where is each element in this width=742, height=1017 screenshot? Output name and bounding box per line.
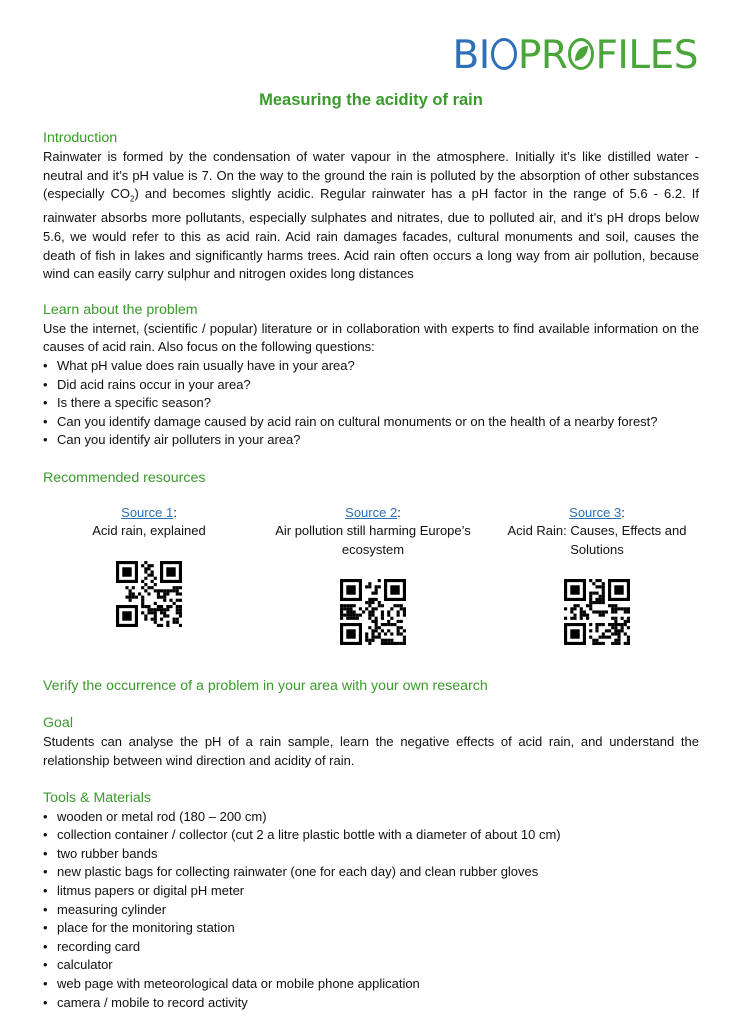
- logo-text-files: FILES: [595, 33, 698, 78]
- source-1-description: Acid rain, explained: [92, 523, 206, 539]
- learn-paragraph: Use the internet, (scientific / popular) literature or in collaboration with experts to find available information on the causes of acid rain. Also focus on the following questions:: [43, 320, 699, 355]
- list-item: • Can you identify damage caused by acid rain on cultural monuments or on the health of a nearby forest?: [57, 413, 699, 432]
- list-item: • wooden or metal rod (180 – 200 cm): [57, 808, 699, 827]
- list-item: • What pH value does rain usually have in your area?: [57, 357, 699, 376]
- intro-text-a: Rainwater is formed by the condensation of water vapour in the atmosphere. Initially it’s like distilled water - neutral and it’s pH value is 7. On the way to the ground the rain is polluted by the absorption of other substances (especially CO: [43, 149, 699, 202]
- learn-question-list: [43, 357, 699, 450]
- list-item: • recording card: [57, 938, 699, 957]
- source-3-link[interactable]: Source 3: [569, 504, 622, 520]
- list-item: • Can you identify air polluters in your area?: [57, 431, 699, 450]
- learn-heading: Learn about the problem: [43, 301, 198, 318]
- list-item: • Did acid rains occur in your area?: [57, 376, 699, 395]
- qr-code-icon[interactable]: [340, 579, 406, 645]
- qr-code-icon[interactable]: [564, 579, 630, 645]
- logo-o-circle-icon: [490, 37, 518, 71]
- list-item: • web page with meteorological data or mobile phone application: [57, 975, 699, 994]
- resources-row: [43, 504, 699, 646]
- resources-heading: Recommended resources: [43, 469, 206, 486]
- list-item: • place for the monitoring station: [57, 919, 699, 938]
- co2-subscript: 2: [130, 194, 135, 204]
- logo-text-bi: BI: [452, 33, 490, 78]
- list-item: • measuring cylinder: [57, 901, 699, 920]
- source-3-description: Acid Rain: Causes, Effects and Solutions: [507, 523, 687, 557]
- source-2-description: Air pollution still harming Europe’s ecosystem: [275, 523, 471, 557]
- tools-list: [43, 808, 699, 1013]
- list-item: • litmus papers or digital pH meter: [57, 882, 699, 901]
- intro-paragraph: [43, 148, 699, 284]
- tools-heading: Tools & Materials: [43, 789, 152, 806]
- verify-heading: Verify the occurrence of a problem in your area with your own research: [43, 678, 488, 695]
- bioprofiles-logo: [452, 33, 698, 78]
- goal-paragraph: Students can analyse the pH of a rain sample, learn the negative effects of acid rain, and understand the relationship between wind direction and acidity of rain.: [43, 734, 699, 768]
- logo-leaf-icon: [567, 37, 595, 71]
- page-title: Measuring the acidity of rain: [259, 91, 483, 109]
- source-2-link[interactable]: Source 2: [345, 504, 398, 520]
- intro-heading: Introduction: [43, 130, 118, 146]
- goal-heading: Goal: [43, 715, 73, 732]
- list-item: • Is there a specific season?: [57, 394, 699, 413]
- list-item: • camera / mobile to record activity: [57, 994, 699, 1013]
- document-body: [43, 129, 699, 1012]
- source-1-link[interactable]: Source 1: [121, 504, 174, 520]
- list-item: • new plastic bags for collecting rainwater (one for each day) and clean rubber gloves: [57, 863, 699, 882]
- list-item: • calculator: [57, 956, 699, 975]
- list-item: • collection container / collector (cut 2 a litre plastic bottle with a diameter of about 10 cm): [57, 826, 699, 845]
- logo-text-pr: PR: [517, 33, 568, 78]
- intro-text-b: ) and becomes slightly acidic. Regular rainwater has a pH factor in the range of 5.6 - 6.2. If rainwater absorbs more pollutants, especially sulphates and nitrates, due to polluted air, and it’s pH drops below 5.6, we would refer to this as acid rain. Acid rain damages facades, cultural monuments and soil, causes the death of fish in lakes and significantly harms trees. Acid rain often occurs a long way from air pollution, because wind can easily carry sulphur and nitrogen oxides long distances: [43, 186, 699, 282]
- list-item: • two rubber bands: [57, 845, 699, 864]
- resource-source-1: Source 1: Acid rain, explained: [49, 504, 249, 646]
- resource-source-2: Source 2: Air pollution still harming Europe’s ecosystem: [273, 504, 473, 646]
- resource-source-3: Source 3: Acid Rain: Causes, Effects and Solutions: [497, 504, 697, 646]
- qr-code-icon[interactable]: [116, 561, 182, 627]
